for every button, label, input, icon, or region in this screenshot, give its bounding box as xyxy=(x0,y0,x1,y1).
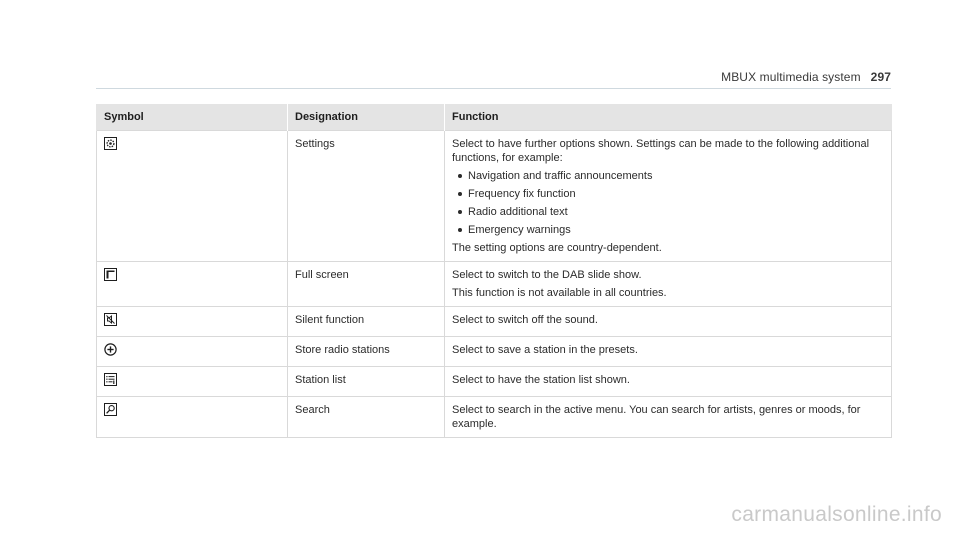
table-row xyxy=(97,131,892,262)
designation-cell: Silent function xyxy=(288,307,445,337)
function-text: Select to have further options shown. Settings can be made to the following additional functions, for example: xyxy=(452,138,870,164)
column-header-symbol: Symbol xyxy=(97,104,288,131)
full-screen-icon xyxy=(104,268,117,281)
symbol-cell xyxy=(97,367,288,397)
function-text: Select to switch to the DAB slide show. xyxy=(452,269,642,281)
column-header-designation: Designation xyxy=(288,104,445,131)
function-cell xyxy=(445,131,892,262)
watermark: carmanualsonline.info xyxy=(731,503,942,526)
designation-cell: Store radio stations xyxy=(288,337,445,367)
settings-gear-icon xyxy=(104,137,117,150)
function-cell xyxy=(445,262,892,307)
function-cell xyxy=(445,307,892,337)
list-item: Navigation and traffic announcements xyxy=(458,169,883,183)
symbol-cell xyxy=(97,131,288,262)
symbol-cell xyxy=(97,262,288,307)
list-item: Frequency fix function xyxy=(458,187,883,201)
designation-cell: Search xyxy=(288,397,445,438)
page-number: 297 xyxy=(870,70,891,84)
symbol-cell xyxy=(97,337,288,367)
designation-cell: Station list xyxy=(288,367,445,397)
function-text: Select to search in the active menu. You can search for artists, genres or moods, for example. xyxy=(452,404,861,430)
designation-cell: Full screen xyxy=(288,262,445,307)
list-item: Emergency warnings xyxy=(458,223,883,237)
mute-speaker-icon xyxy=(104,313,117,326)
table-header-row xyxy=(97,104,892,131)
function-note: The setting options are country-dependent. xyxy=(452,242,662,254)
table-row xyxy=(97,337,892,367)
station-list-icon xyxy=(104,373,117,386)
function-cell xyxy=(445,397,892,438)
store-plus-icon xyxy=(104,343,117,356)
column-header-function: Function xyxy=(445,104,892,131)
function-cell xyxy=(445,337,892,367)
function-text: Select to have the station list shown. xyxy=(452,374,630,386)
symbol-table xyxy=(96,104,892,438)
function-text: Select to switch off the sound. xyxy=(452,314,598,326)
function-cell xyxy=(445,367,892,397)
bullet-list xyxy=(452,169,883,237)
search-magnifier-icon xyxy=(104,403,117,416)
function-text: Select to save a station in the presets. xyxy=(452,344,638,356)
table-row xyxy=(97,367,892,397)
header-divider xyxy=(96,88,891,89)
designation-cell: Settings xyxy=(288,131,445,262)
function-note: This function is not available in all countries. xyxy=(452,287,667,299)
list-item: Radio additional text xyxy=(458,205,883,219)
page-header xyxy=(721,70,891,84)
header-title: MBUX multimedia system xyxy=(721,70,861,84)
symbol-cell xyxy=(97,307,288,337)
table-row xyxy=(97,307,892,337)
table-row xyxy=(97,262,892,307)
table-row xyxy=(97,397,892,438)
symbol-cell xyxy=(97,397,288,438)
